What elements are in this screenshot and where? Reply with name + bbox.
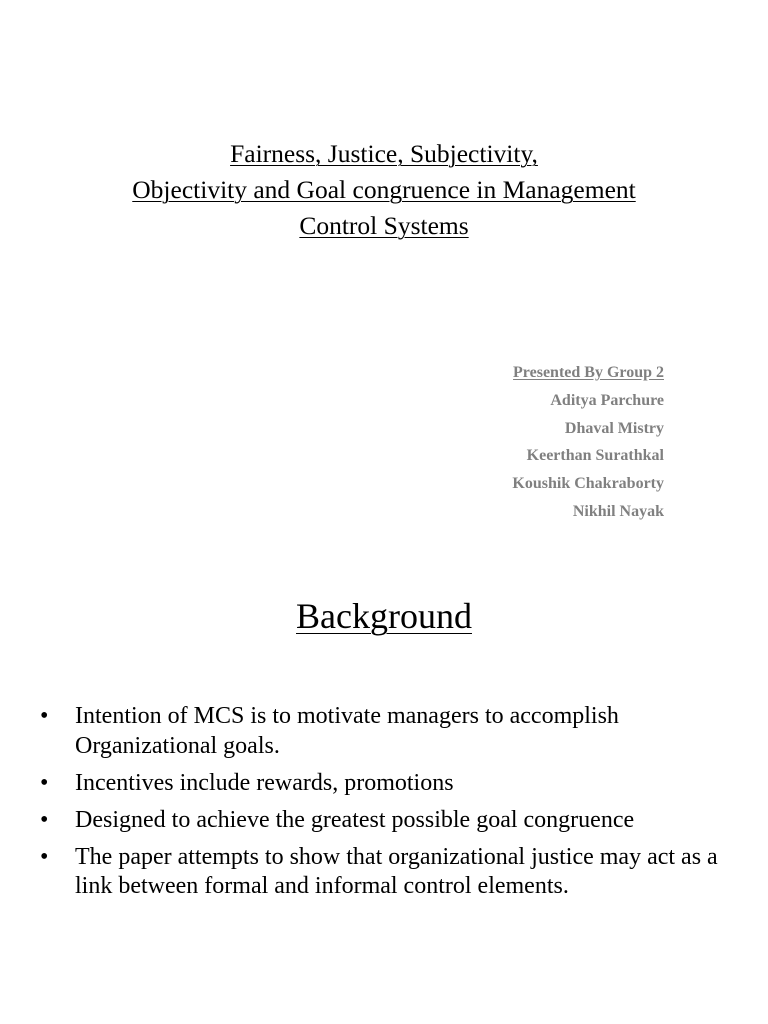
bullet-marker: •	[40, 806, 49, 833]
presenters-block	[512, 359, 664, 526]
presenter-name: Nikhil Nayak	[572, 502, 664, 520]
presenter-name: Keerthan Surathkal	[526, 447, 664, 465]
section-heading	[0, 592, 768, 640]
slide-title	[40, 136, 728, 244]
bullet-text: Intention of MCS is to motivate managers to accomplish Organizational goals.	[75, 703, 619, 759]
presenter-name: Dhaval Mistry	[564, 419, 664, 437]
section-heading-text: Background	[296, 596, 472, 636]
bullet-text: The paper attempts to show that organizational justice may act as a link between formal and informal control elements.	[75, 843, 718, 899]
bullet-text: Incentives include rewards, promotions	[75, 769, 454, 796]
bullet-list	[40, 702, 740, 909]
presenter-name: Aditya Parchure	[550, 391, 664, 409]
bullet-text: Designed to achieve the greatest possible goal congruence	[75, 806, 635, 833]
presenter-name: Koushik Chakraborty	[512, 475, 664, 493]
presented-by-label: Presented By Group 2	[513, 364, 664, 381]
title-line: Fairness, Justice, Subjectivity,	[230, 139, 538, 168]
bullet-item	[40, 769, 740, 799]
bullet-marker: •	[40, 703, 49, 729]
title-line: Control Systems	[299, 211, 469, 240]
bullet-item	[40, 843, 740, 902]
bullet-marker: •	[40, 769, 49, 796]
title-line: Objectivity and Goal congruence in Management	[132, 175, 636, 204]
bullet-item	[40, 806, 740, 836]
bullet-item	[40, 702, 740, 761]
bullet-marker: •	[40, 843, 49, 870]
